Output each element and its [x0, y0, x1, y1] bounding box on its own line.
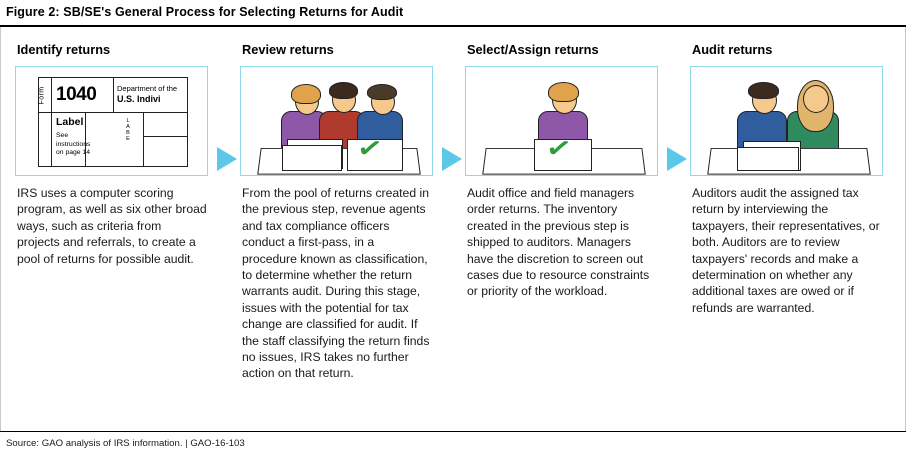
form-label-word: Label: [56, 116, 84, 128]
step-heading: Review returns: [242, 42, 334, 57]
scene: [241, 67, 432, 175]
head-front: [803, 85, 829, 113]
step-description: Auditors audit the assigned tax return by interviewing the taxpayers, their representatives, or both. Auditors are to review taxpayers' records and make a determination on whether any additional taxes are owed or if refunds are warranted.: [692, 186, 880, 315]
scene: [691, 67, 882, 175]
form-instructions-text: See instructions on page 14: [56, 132, 91, 156]
step-select-assign-returns: [465, 37, 666, 431]
steps-row: [1, 27, 905, 431]
step-description: IRS uses a computer scoring program, as well as six other broad ways, such as criteria from projects and referrals, to create a pool of returns for possible audit.: [17, 186, 207, 266]
three-reviewers-illustration: [240, 66, 433, 176]
arrow-right-icon: [442, 147, 462, 171]
form-rule: [113, 78, 114, 112]
paper-stack: [282, 145, 342, 171]
arrow-gap-3: [666, 37, 690, 431]
form-rule: [39, 112, 187, 113]
step-heading: Select/Assign returns: [467, 42, 599, 57]
tax-form-graphic: [38, 77, 188, 167]
hair: [548, 82, 579, 102]
hair: [329, 82, 358, 99]
figure-title: Figure 2: SB/SE's General Process for Selecting Returns for Audit: [6, 5, 404, 19]
manager-illustration: [465, 66, 658, 176]
form-department-label: [117, 84, 177, 105]
step-heading: Audit returns: [692, 42, 773, 57]
dept-line-1: Department of the: [117, 84, 178, 93]
auditor-taxpayer-illustration: [690, 66, 883, 176]
form-rule: [51, 78, 52, 166]
arrow-gap-1: [216, 37, 240, 431]
arrow-gap-2: [441, 37, 465, 431]
hair: [291, 84, 321, 104]
form-rule: [143, 136, 187, 137]
step-description: From the pool of returns created in the previous step, revenue agents and tax compliance officers conduct a first-pass, in a procedure known as classification, to determine whether the return warrants audit. During this stage, issues with the potential for tax change are classified for audit. If the staff classifying the return finds no issues, IRS takes no further action on that return.: [242, 186, 430, 381]
dept-line-2: U.S. Indivi: [117, 94, 161, 104]
step-description: Audit office and field managers order returns. The inventory created in the previous step is shipped to auditors. Managers have the discretion to screen out cases due to resource constraints or priority of the workload.: [467, 186, 650, 299]
paper-stack: [737, 147, 799, 171]
check-mark-icon: ✓: [354, 131, 385, 165]
scene: [466, 67, 657, 175]
check-mark-icon: ✓: [543, 131, 574, 165]
hair: [748, 82, 779, 99]
form-label-vertical: L A B E: [126, 118, 130, 142]
step-heading: Identify returns: [17, 42, 111, 57]
form-rule: [143, 112, 144, 166]
step-identify-returns: [15, 37, 216, 431]
form-number-label: 1040: [56, 84, 97, 105]
source-note: Source: GAO analysis of IRS information. | GAO-16-103: [6, 438, 245, 449]
hair: [367, 84, 397, 100]
form-word-label: Form: [38, 86, 46, 105]
step-audit-returns: [690, 37, 891, 431]
arrow-right-icon: [217, 147, 237, 171]
form-1040-illustration: [15, 66, 208, 176]
arrow-right-icon: [667, 147, 687, 171]
step-review-returns: [240, 37, 441, 431]
figure-body: [0, 27, 906, 431]
